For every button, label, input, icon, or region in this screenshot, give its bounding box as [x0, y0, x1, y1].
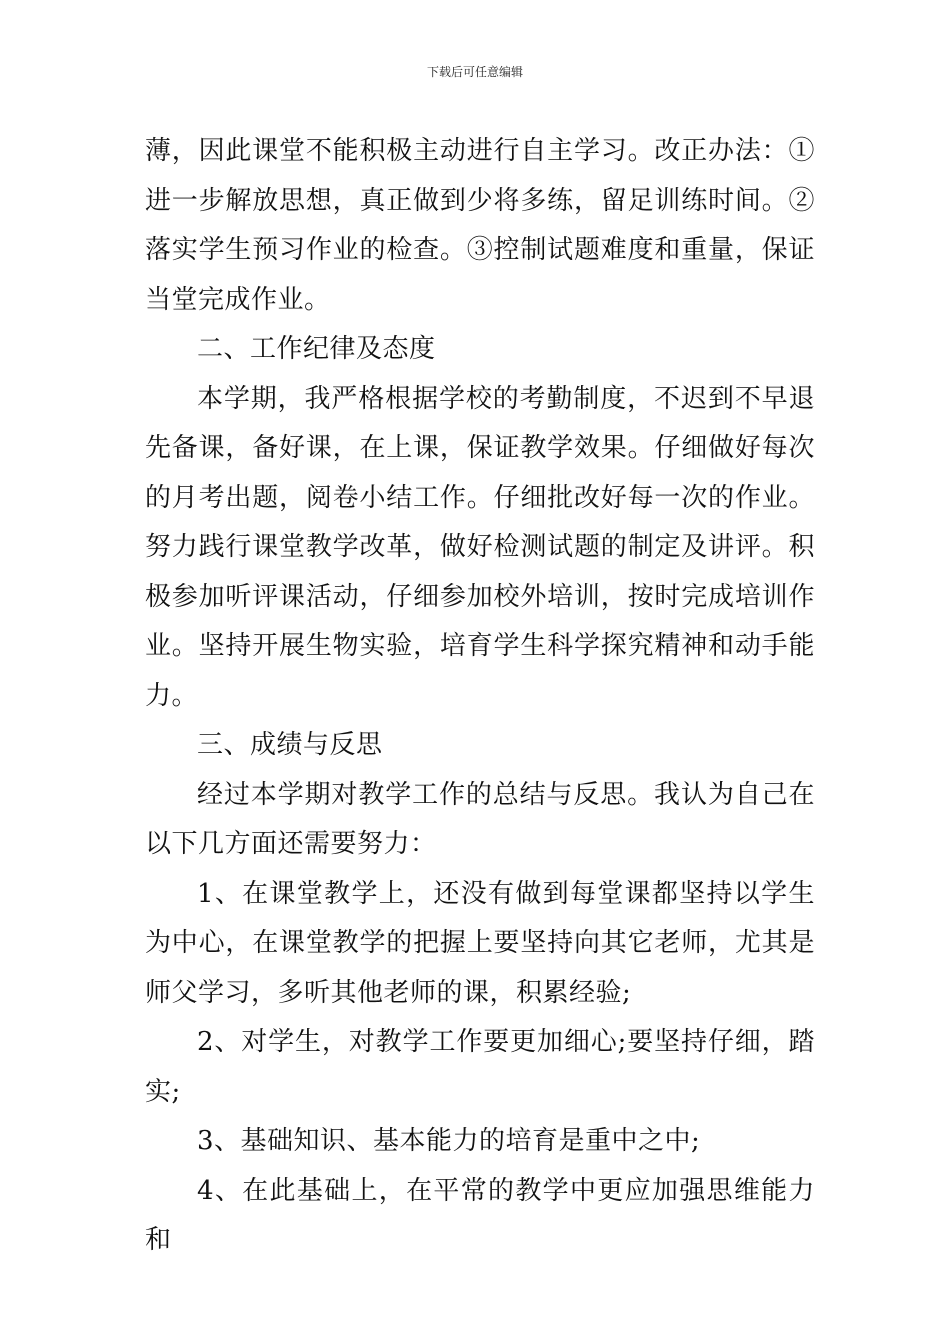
- paragraph-continuation: 薄，因此课堂不能积极主动进行自主学习。改正办法：①进一步解放思想，真正做到少将多练，留足训练时间。②落实学生预习作业的检查。③控制试题难度和重量，保证当堂完成作业。: [145, 136, 815, 315]
- section-heading-results-reflection: 三、成绩与反思: [197, 730, 383, 760]
- list-item-4: 4、在此基础上，在平常的教学中更应加强思维能力和: [145, 1175, 815, 1255]
- document-body: [145, 127, 815, 1266]
- page-header-note: 下载后可任意编辑: [426, 65, 523, 79]
- list-item-2: 2、对学生，对教学工作要更加细心;要坚持仔细，踏实;: [145, 1027, 815, 1107]
- section-heading-work-discipline: 二、工作纪律及态度: [197, 334, 436, 364]
- list-item-1: 1、在课堂教学上，还没有做到每堂课都坚持以学生为中心，在课堂教学的把握上要坚持向其它老师，尤其是师父学习，多听其他老师的课，积累经验;: [145, 878, 815, 1008]
- list-item-3: 3、基础知识、基本能力的培育是重中之中;: [197, 1126, 701, 1156]
- paragraph-work-discipline: 本学期，我严格根据学校的考勤制度，不迟到不早退先备课，备好课，在上课，保证教学效果。仔细做好每次的月考出题，阅卷小结工作。仔细批改好每一次的作业。努力践行课堂教学改革，做好检测试题的制定及讲评。积极参加听评课活动，仔细参加校外培训，按时完成培训作业。坚持开展生物实验，培育学生科学探究精神和动手能力。: [145, 383, 815, 711]
- paragraph-reflection-intro: 经过本学期对教学工作的总结与反思。我认为自己在以下几方面还需要努力：: [145, 779, 815, 859]
